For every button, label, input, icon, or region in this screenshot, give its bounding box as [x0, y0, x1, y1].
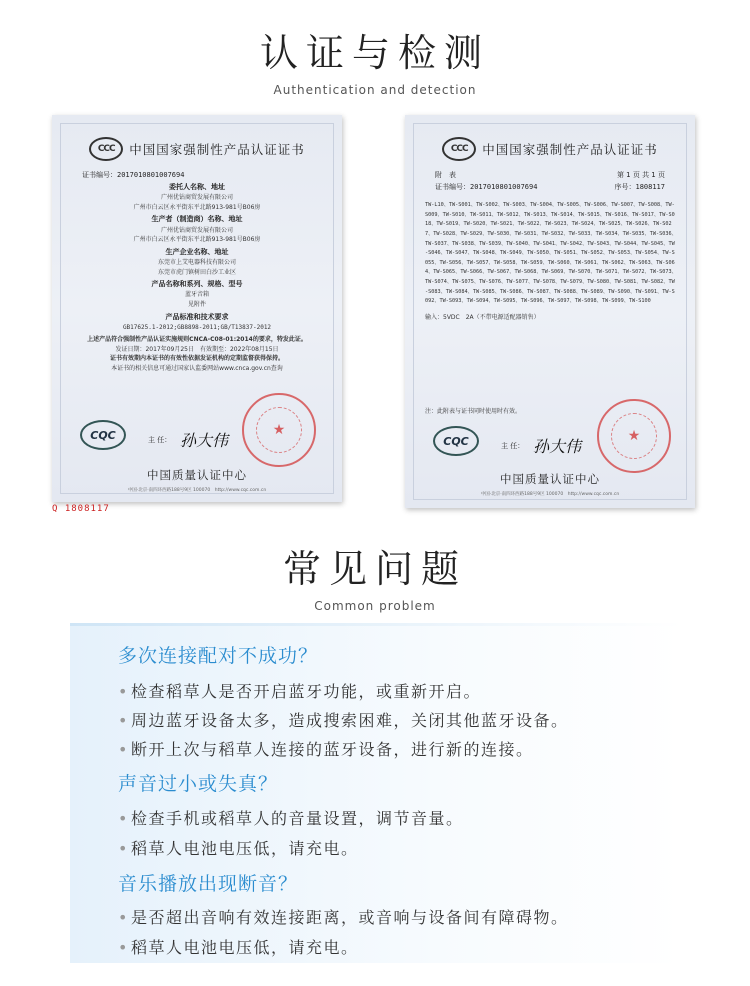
cert-section-subtitle: Authentication and detection [273, 83, 477, 97]
faq-answer-text: 是否超出音响有效连接距离，或音响与设备间有障碍物。 [130, 908, 569, 927]
cert-section-title: 认证与检测 [259, 31, 490, 75]
signature: 孙大伟 [180, 431, 229, 450]
certificate-header [405, 137, 695, 161]
faq-answer [118, 806, 463, 829]
cqc-logo-icon: CQC [433, 426, 479, 456]
issuer-name: 中国质量认证中心 [147, 468, 247, 482]
certification-stamp [597, 399, 671, 473]
ccc-logo-icon: CCC [89, 137, 123, 161]
certificate-title: 中国国家强制性产品认证证书 [129, 142, 305, 157]
product-name: 蓝牙音箱 [184, 291, 209, 299]
model-list: TW-L10、TW-S001、TW-S002、TW-S003、TW-S004、TW-S005、TW-S006、TW-S007、TW-S008、TW-S009、TW-S010、TW-S011、TW-S012、TW-S013、TW-S014、TW-S015、TW-S016、TW-S017、TW-S018、TW-S019、TW-S020、TW-S021、TW-S022、TW-S023、TW-S024、TW-S025、TW-S026、TW-S027、TW-S028、TW-S029、TW-S030、TW-S031、TW-S032、TW-S033、TW-S034、TW-S035、TW-S036、TW-S037、TW-S038、TW-S039、TW-S040、TW-S041、TW-S042、TW-S043、TW-S044、TW-S045、TW-S046、TW-S047、TW-S048、TW-S049、TW-S050、TW-S051、TW-S052、TW-S053、TW-S054、TW-S055、TW-S056、TW-S057、TW-S058、TW-S059、TW-S060、TW-S061、TW-S062、TW-S063、TW-S064、TW-S065、TW-S066、TW-S067、TW-S068、TW-S069、TW-S070、TW-S071、TW-S072、TW-S073、TW-S074、TW-S075、TW-S076、TW-S077、TW-S078、TW-S079、TW-S080、TW-S081、TW-S082、TW-S083、TW-S084、TW-S085、TW-S086、TW-S087、TW-S088、TW-S089、TW-S090、TW-S091、TW-S092、TW-S093、TW-S094、TW-S095、TW-S096、TW-S097、TW-S098、TW-S099、TW-S100 [425, 202, 677, 305]
validity-note: 证书有效期内本证书的有效性依据发证机构的定期监督获得保持。 [109, 355, 284, 363]
faq-answer [118, 935, 358, 958]
manufacturer-name: 广州优钻商贸发展有限公司 [160, 226, 233, 234]
certificate-left[interactable] [52, 115, 342, 502]
applicant-name: 广州优钻商贸发展有限公司 [160, 194, 233, 202]
manufacturer-label: 生产者（制造商）名称、地址 [151, 215, 243, 224]
rating-info: 输入：5VDC 2A（不带电源适配器销售） [425, 314, 540, 321]
ccc-logo-icon: CCC [442, 137, 476, 161]
faq-answer [118, 737, 533, 760]
faq-section-subtitle: Common problem [314, 599, 436, 613]
certificate-right[interactable] [405, 115, 695, 508]
faq-answer-text: 稻草人电池电压低，请充电。 [130, 839, 359, 858]
factory-address: 东莞市虎门镇树田白沙工业区 [157, 268, 236, 276]
certificate-side-number: Q 1808117 [52, 504, 110, 514]
faq-answer [118, 708, 568, 731]
faq-answer-text: 检查稻草人是否开启蓝牙功能，或重新开启。 [130, 682, 481, 701]
faq-question: 音乐播放出现断音？ [118, 873, 299, 895]
query-note: 本证书的相关信息可通过国家认监委网站www.cnca.gov.cn查询 [111, 365, 283, 373]
faq-answer [118, 836, 358, 859]
issuer-name: 中国质量认证中心 [500, 472, 600, 486]
attachment-note: 注：此附表与证书同时使用时有效。 [425, 408, 522, 415]
factory-name: 东莞市上艾电器科技有限公司 [157, 258, 236, 266]
cqc-logo-icon: CQC [80, 420, 126, 450]
bullet-icon: • [118, 839, 129, 858]
cert-number: 证书编号：2017010801007694 [82, 171, 185, 179]
director-label: 主 任： [148, 436, 172, 444]
bullet-icon: • [118, 740, 129, 759]
certification-stamp [242, 393, 316, 467]
certificate-dates: 发证日期：2017年09月25日 有效期至：2022年08月15日 [115, 345, 279, 353]
certificate-footer: 中国·北京·南四环西路188号9区 100070 http://www.cqc.com.cn [127, 488, 267, 493]
signature: 孙大伟 [533, 437, 582, 456]
faq-section-title: 常见问题 [282, 547, 467, 591]
cert-number: 证书编号：2017010801007694 [435, 183, 538, 191]
faq-question: 多次连接配对不成功？ [118, 645, 319, 667]
standard-value: GB17625.1-2012;GB8898-2011;GB/T13837-2012 [122, 323, 272, 331]
certificate-footer: 中国·北京·南四环西路188号9区 100070 http://www.cqc.com.cn [480, 492, 620, 497]
bullet-icon: • [118, 809, 129, 828]
certificate-header [52, 137, 342, 161]
certificate-statement: 上述产品符合强制性产品认证实施规则CNCA-C08-01:2014的要求，特发此证。 [87, 336, 307, 344]
star-icon: ★ [611, 413, 657, 459]
faq-answer-text: 断开上次与稻草人连接的蓝牙设备，进行新的连接。 [130, 740, 534, 759]
standard-label: 产品标准和技术要求 [165, 312, 229, 321]
bullet-icon: • [118, 711, 129, 730]
faq-answer [118, 905, 568, 928]
serial-number: 序号：1808117 [614, 183, 665, 191]
faq-answer-text: 稻草人电池电压低，请充电。 [130, 938, 359, 957]
cert-section-header [0, 22, 750, 97]
manufacturer-address: 广州市白云区永平街东平北路913-981号B06房 [133, 236, 261, 244]
product-model: 见附件 [187, 300, 206, 308]
star-icon: ★ [256, 407, 302, 453]
faq-answer-text: 周边蓝牙设备太多，造成搜索困难，关闭其他蓝牙设备。 [130, 711, 569, 730]
director-label: 主 任： [501, 442, 525, 450]
bullet-icon: • [118, 908, 129, 927]
factory-label: 生产企业名称、地址 [165, 247, 229, 256]
applicant-address: 广州市白云区永平街东平北路913-981号B06房 [133, 203, 261, 211]
faq-question: 声音过小或失真？ [118, 773, 279, 795]
bullet-icon: • [118, 938, 129, 957]
faq-answer-text: 检查手机或稻草人的音量设置，调节音量。 [130, 809, 464, 828]
certificate-title: 中国国家强制性产品认证证书 [482, 142, 658, 157]
page-info: 第 1 页 共 1 页 [616, 171, 665, 179]
faq-answer [118, 679, 481, 702]
bullet-icon: • [118, 682, 129, 701]
attachment-label: 附 表 [435, 171, 456, 179]
product-label: 产品名称和系列、规格、型号 [151, 280, 243, 289]
applicant-block [72, 182, 322, 374]
faq-section-header [0, 538, 750, 613]
applicant-label: 委托人名称、地址 [169, 183, 225, 191]
